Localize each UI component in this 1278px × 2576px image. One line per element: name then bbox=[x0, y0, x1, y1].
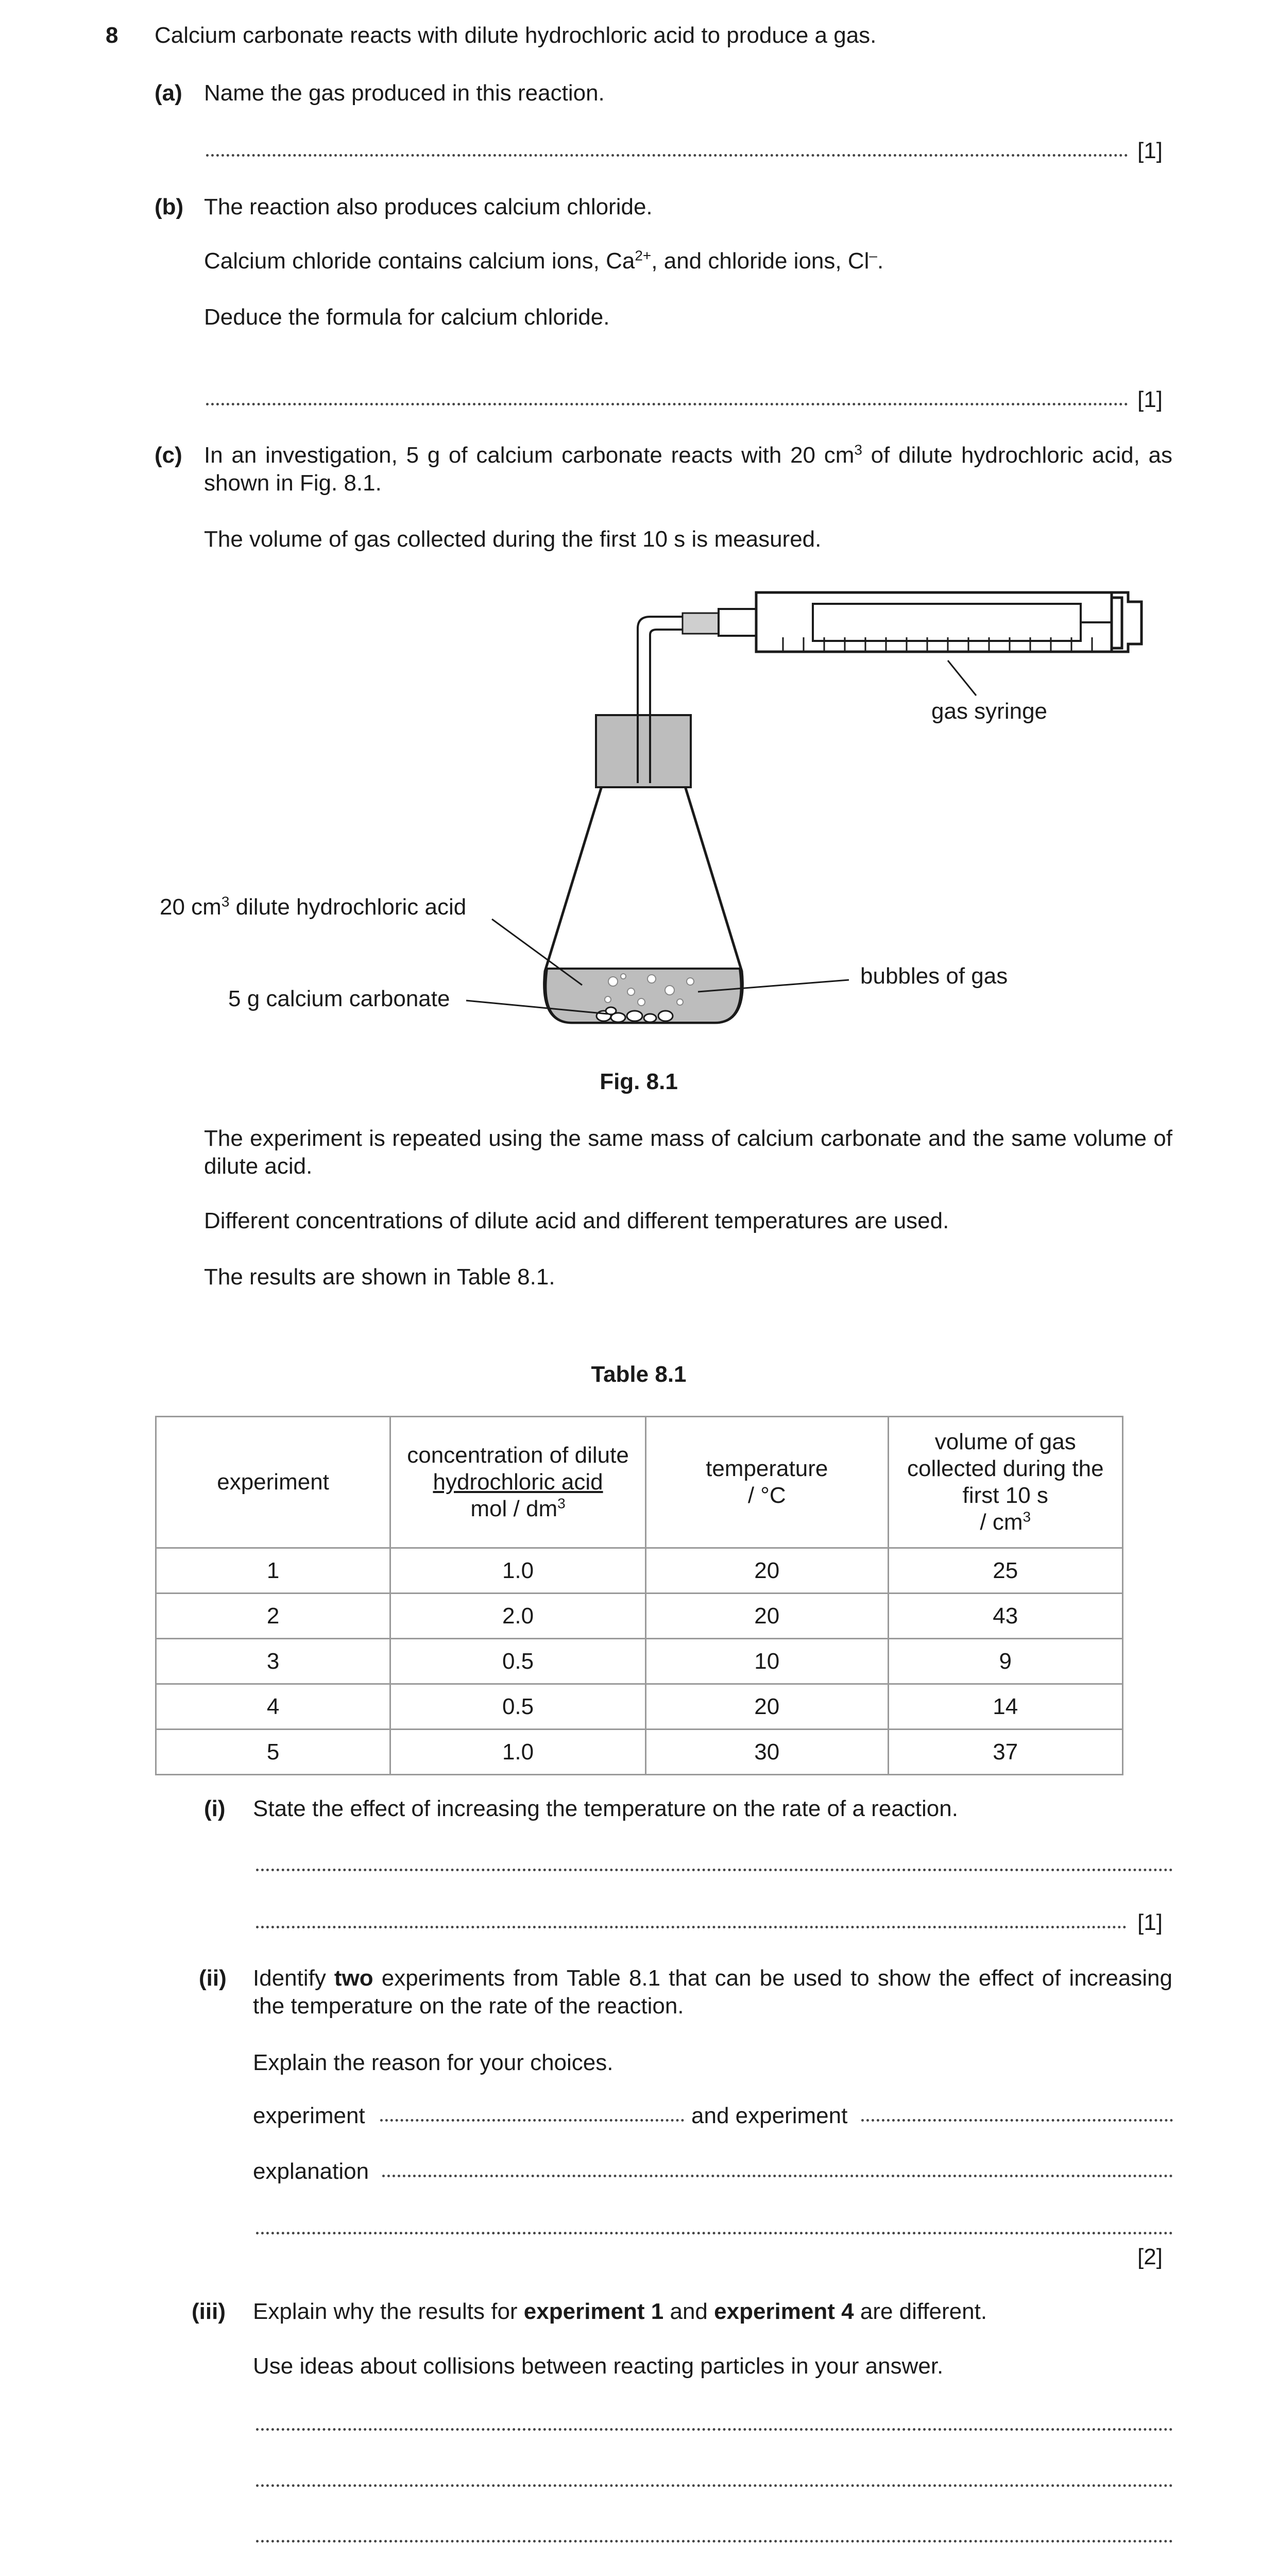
part-c-ii-text2: Explain the reason for your choices. bbox=[253, 2050, 614, 2075]
cell-temperature: 20 bbox=[645, 1684, 888, 1730]
part-c-ii-text1: Identify two experiments from Table 8.1 that can be used to show the effect of increasing the temperature on the rate of the reaction. bbox=[253, 1965, 1172, 2019]
and-experiment-label: and experiment bbox=[691, 2103, 848, 2128]
cell-concentration: 2.0 bbox=[390, 1594, 646, 1639]
question-intro: Calcium carbonate reacts with dilute hydrochloric acid to produce a gas. bbox=[155, 23, 877, 48]
label-calcium-carbonate: 5 g calcium carbonate bbox=[228, 986, 450, 1011]
cell-temperature: 30 bbox=[645, 1730, 888, 1775]
question-number: 8 bbox=[106, 23, 118, 48]
part-b-label: (b) bbox=[155, 194, 184, 219]
part-c-label: (c) bbox=[155, 443, 182, 468]
mark-c-i: [1] bbox=[1137, 1910, 1163, 1935]
part-c-iii-label: (iii) bbox=[192, 2299, 226, 2324]
part-c-text2: The volume of gas collected during the first 10 s is measured. bbox=[204, 527, 822, 552]
label-dilute-acid: 20 $cm^3$ dilute hydrochloric acid bbox=[160, 893, 467, 920]
cell-volume: 25 bbox=[888, 1548, 1122, 1594]
header-volume: volume of gas collected during the first 10 s / $cm^3$ bbox=[888, 1417, 1122, 1548]
cell-experiment: 4 bbox=[156, 1684, 390, 1730]
header-temperature: temperature / °C bbox=[645, 1417, 888, 1548]
header-concentration: concentration of dilute hydrochloric acid mol / $dm^3$ bbox=[390, 1417, 646, 1548]
part-c-text5: The results are shown in Table 8.1. bbox=[204, 1264, 555, 1290]
cell-experiment: 3 bbox=[156, 1639, 390, 1684]
part-c-iii-text2: Use ideas about collisions between reacting particles in your answer. bbox=[253, 2353, 944, 2379]
label-bubbles-of-gas: bubbles of gas bbox=[860, 963, 1008, 989]
cell-volume: 37 bbox=[888, 1730, 1122, 1775]
part-c-iii-text1: Explain why the results for experiment 1 and experiment 4 are different. bbox=[253, 2299, 987, 2324]
part-c-ii-label: (ii) bbox=[199, 1965, 227, 1991]
cell-volume: 14 bbox=[888, 1684, 1122, 1730]
cell-concentration: 1.0 bbox=[390, 1548, 646, 1594]
explanation-label: explanation bbox=[253, 2159, 369, 2184]
mark-c-ii: [2] bbox=[1137, 2244, 1163, 2269]
part-c-text3: The experiment is repeated using the same mass of calcium carbonate and the same volume of dilute acid. bbox=[204, 1126, 1172, 1179]
cell-experiment: 1 bbox=[156, 1548, 390, 1594]
cell-experiment: 5 bbox=[156, 1730, 390, 1775]
cell-experiment: 2 bbox=[156, 1594, 390, 1639]
cell-volume: 9 bbox=[888, 1639, 1122, 1684]
mark-b: [1] bbox=[1137, 387, 1163, 412]
mark-a: [1] bbox=[1137, 138, 1163, 163]
part-b-text2: Calcium chloride contains calcium ions, $Ca^{2+}$, and chloride ions, Cl–. bbox=[204, 247, 884, 274]
cell-concentration: 0.5 bbox=[390, 1684, 646, 1730]
cell-concentration: 1.0 bbox=[390, 1730, 646, 1775]
part-a-text: Name the gas produced in this reaction. bbox=[204, 80, 605, 106]
part-b-text3: Deduce the formula for calcium chloride. bbox=[204, 304, 610, 330]
table-8-1-caption: Table 8.1 bbox=[591, 1362, 687, 1387]
cell-temperature: 10 bbox=[645, 1639, 888, 1684]
experiment-label: experiment bbox=[253, 2103, 365, 2128]
label-gas-syringe: gas syringe bbox=[931, 699, 1048, 724]
header-experiment: experiment bbox=[156, 1417, 390, 1548]
part-c-i-text: State the effect of increasing the temperature on the rate of a reaction. bbox=[253, 1796, 958, 1821]
part-b-text1: The reaction also produces calcium chloride. bbox=[204, 194, 653, 219]
cell-concentration: 0.5 bbox=[390, 1639, 646, 1684]
cell-temperature: 20 bbox=[645, 1594, 888, 1639]
part-c-i-label: (i) bbox=[204, 1796, 226, 1821]
part-c-text4: Different concentrations of dilute acid and different temperatures are used. bbox=[204, 1208, 949, 1233]
part-a-label: (a) bbox=[155, 80, 182, 106]
part-c-text1: In an investigation, 5 g of calcium carbonate reacts with 20 $cm^3$ of dilute hydrochloric acid, as shown in Fig. 8.1. bbox=[204, 442, 1172, 496]
cell-temperature: 20 bbox=[645, 1548, 888, 1594]
cell-volume: 43 bbox=[888, 1594, 1122, 1639]
figure-8-1-caption: Fig. 8.1 bbox=[600, 1069, 678, 1094]
